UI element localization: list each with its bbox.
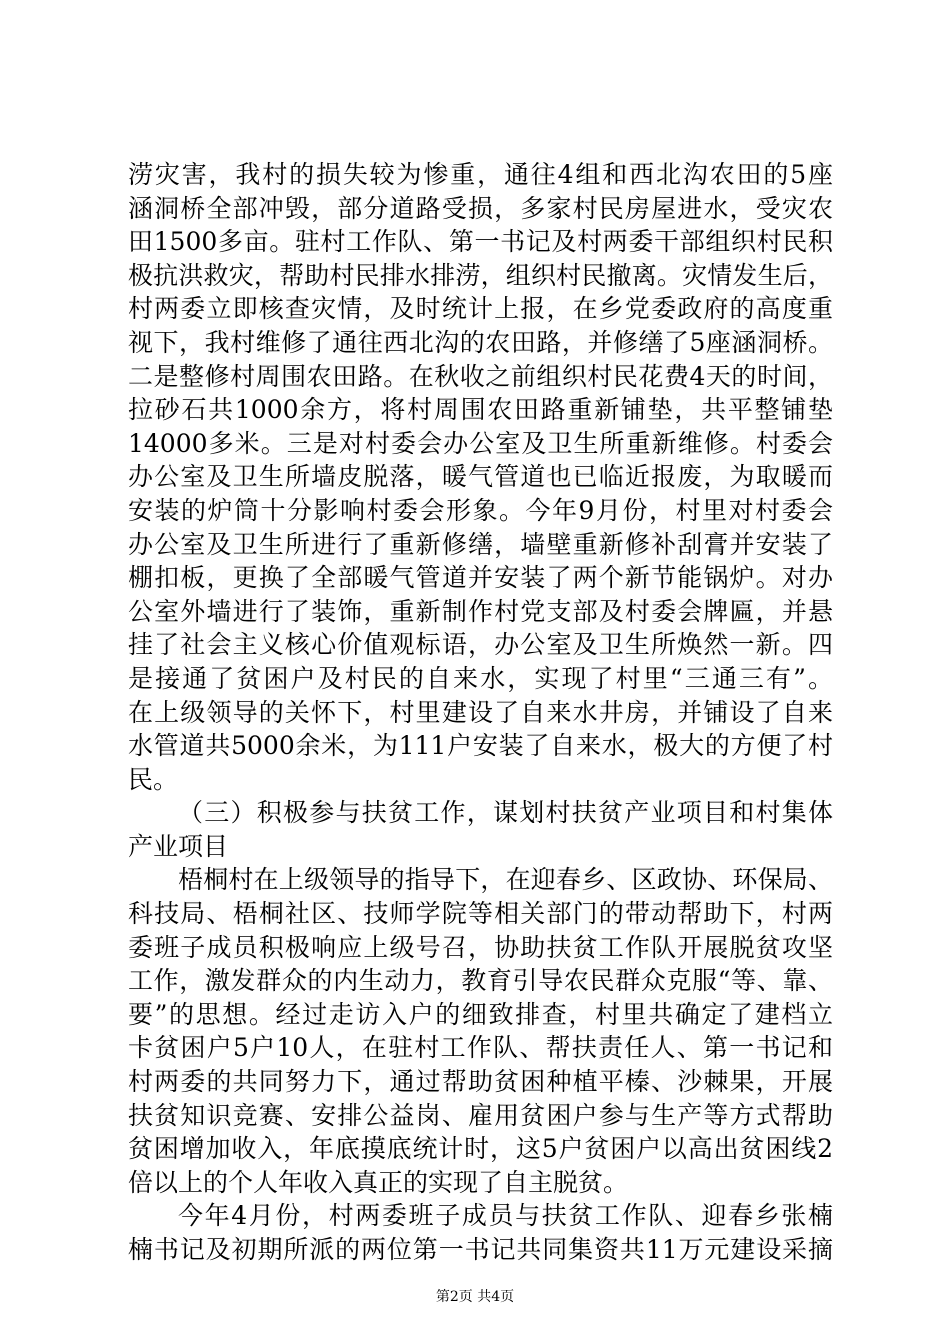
text-line: 涵洞桥全部冲毁，部分道路受损，多家村民房屋进水，受灾农: [128, 193, 833, 223]
text-line: 科技局、梧桐社区、技师学院等相关部门的带动帮助下，村两: [128, 899, 833, 929]
text-line: 极抗洪救灾，帮助村民排水排涝，组织村民撤离。灾情发生后，: [128, 260, 833, 290]
text-line: 卡贫困户5户10人，在驻村工作队、帮扶责任人、第一书记和: [128, 1033, 833, 1063]
text-line: 拉砂石共1000余方，将村周围农田路重新铺垫，共平整铺垫: [128, 395, 833, 425]
text-line: （三）积极参与扶贫工作，谋划村扶贫产业项目和村集体: [178, 798, 833, 828]
text-line: 委班子成员积极响应上级号召，协助扶贫工作队开展脱贫攻坚: [128, 932, 833, 962]
text-line: 田1500多亩。驻村工作队、第一书记及村两委干部组织村民积: [128, 227, 833, 257]
text-line: 公室外墙进行了装饰，重新制作村党支部及村委会牌匾，并悬: [128, 596, 833, 626]
text-line: 涝灾害，我村的损失较为惨重，通往4组和西北沟农田的5座: [128, 160, 833, 189]
text-line: 二是整修村周围农田路。在秋收之前组织村民花费4天的时间，: [128, 361, 833, 391]
text-line: 是接通了贫困户及村民的自来水，实现了村里“三通三有”。: [128, 663, 833, 693]
text-line: 棚扣板，更换了全部暖气管道并安装了两个新节能锅炉。对办: [128, 563, 833, 593]
text-line: 水管道共5000余米，为111户安装了自来水，极大的方便了村: [128, 731, 833, 761]
text-line: 今年4月份，村两委班子成员与扶贫工作队、迎春乡张楠: [178, 1201, 833, 1231]
text-line: 要”的思想。经过走访入户的细致排查，村里共确定了建档立: [128, 999, 833, 1029]
text-line: 挂了社会主义核心价值观标语，办公室及卫生所焕然一新。四: [128, 630, 833, 660]
text-line: 扶贫知识竞赛、安排公益岗、雇用贫困户参与生产等方式帮助: [128, 1100, 833, 1130]
text-line: 贫困增加收入，年底摸底统计时，这5户贫困户以高出贫困线2: [128, 1134, 833, 1164]
text-line: 产业项目: [128, 831, 229, 861]
text-line: 办公室及卫生所墙皮脱落，暖气管道也已临近报废，为取暖而: [128, 462, 833, 492]
text-line: 楠书记及初期所派的两位第一书记共同集资共11万元建设采摘: [128, 1235, 833, 1264]
text-line: 民。: [128, 764, 179, 794]
text-line: 视下，我村维修了通往西北沟的农田路，并修缮了5座涵洞桥。: [128, 327, 833, 357]
text-line: 安装的炉筒十分影响村委会形象。今年9月份，村里对村委会: [128, 495, 833, 525]
document-body: [128, 158, 833, 1267]
text-line: 村两委立即核查灾情，及时统计上报，在乡党委政府的高度重: [128, 294, 833, 324]
text-line: 梧桐村在上级领导的指导下，在迎春乡、区政协、环保局、: [178, 865, 833, 895]
text-line: 14000多米。三是对村委会办公室及卫生所重新维修。村委会: [128, 428, 833, 458]
text-line: 办公室及卫生所进行了重新修缮，墙壁重新修补刮膏并安装了: [128, 529, 833, 559]
text-line: 工作，激发群众的内生动力，教育引导农民群众克服“等、靠、: [128, 966, 833, 996]
text-line: 村两委的共同努力下，通过帮助贫困种植平榛、沙棘果，开展: [128, 1067, 833, 1097]
text-line: 倍以上的个人年收入真正的实现了自主脱贫。: [128, 1167, 629, 1197]
page-footer: 第2页 共4页: [435, 1289, 515, 1305]
text-line: 在上级领导的关怀下，村里建设了自来水井房，并铺设了自来: [128, 697, 833, 727]
